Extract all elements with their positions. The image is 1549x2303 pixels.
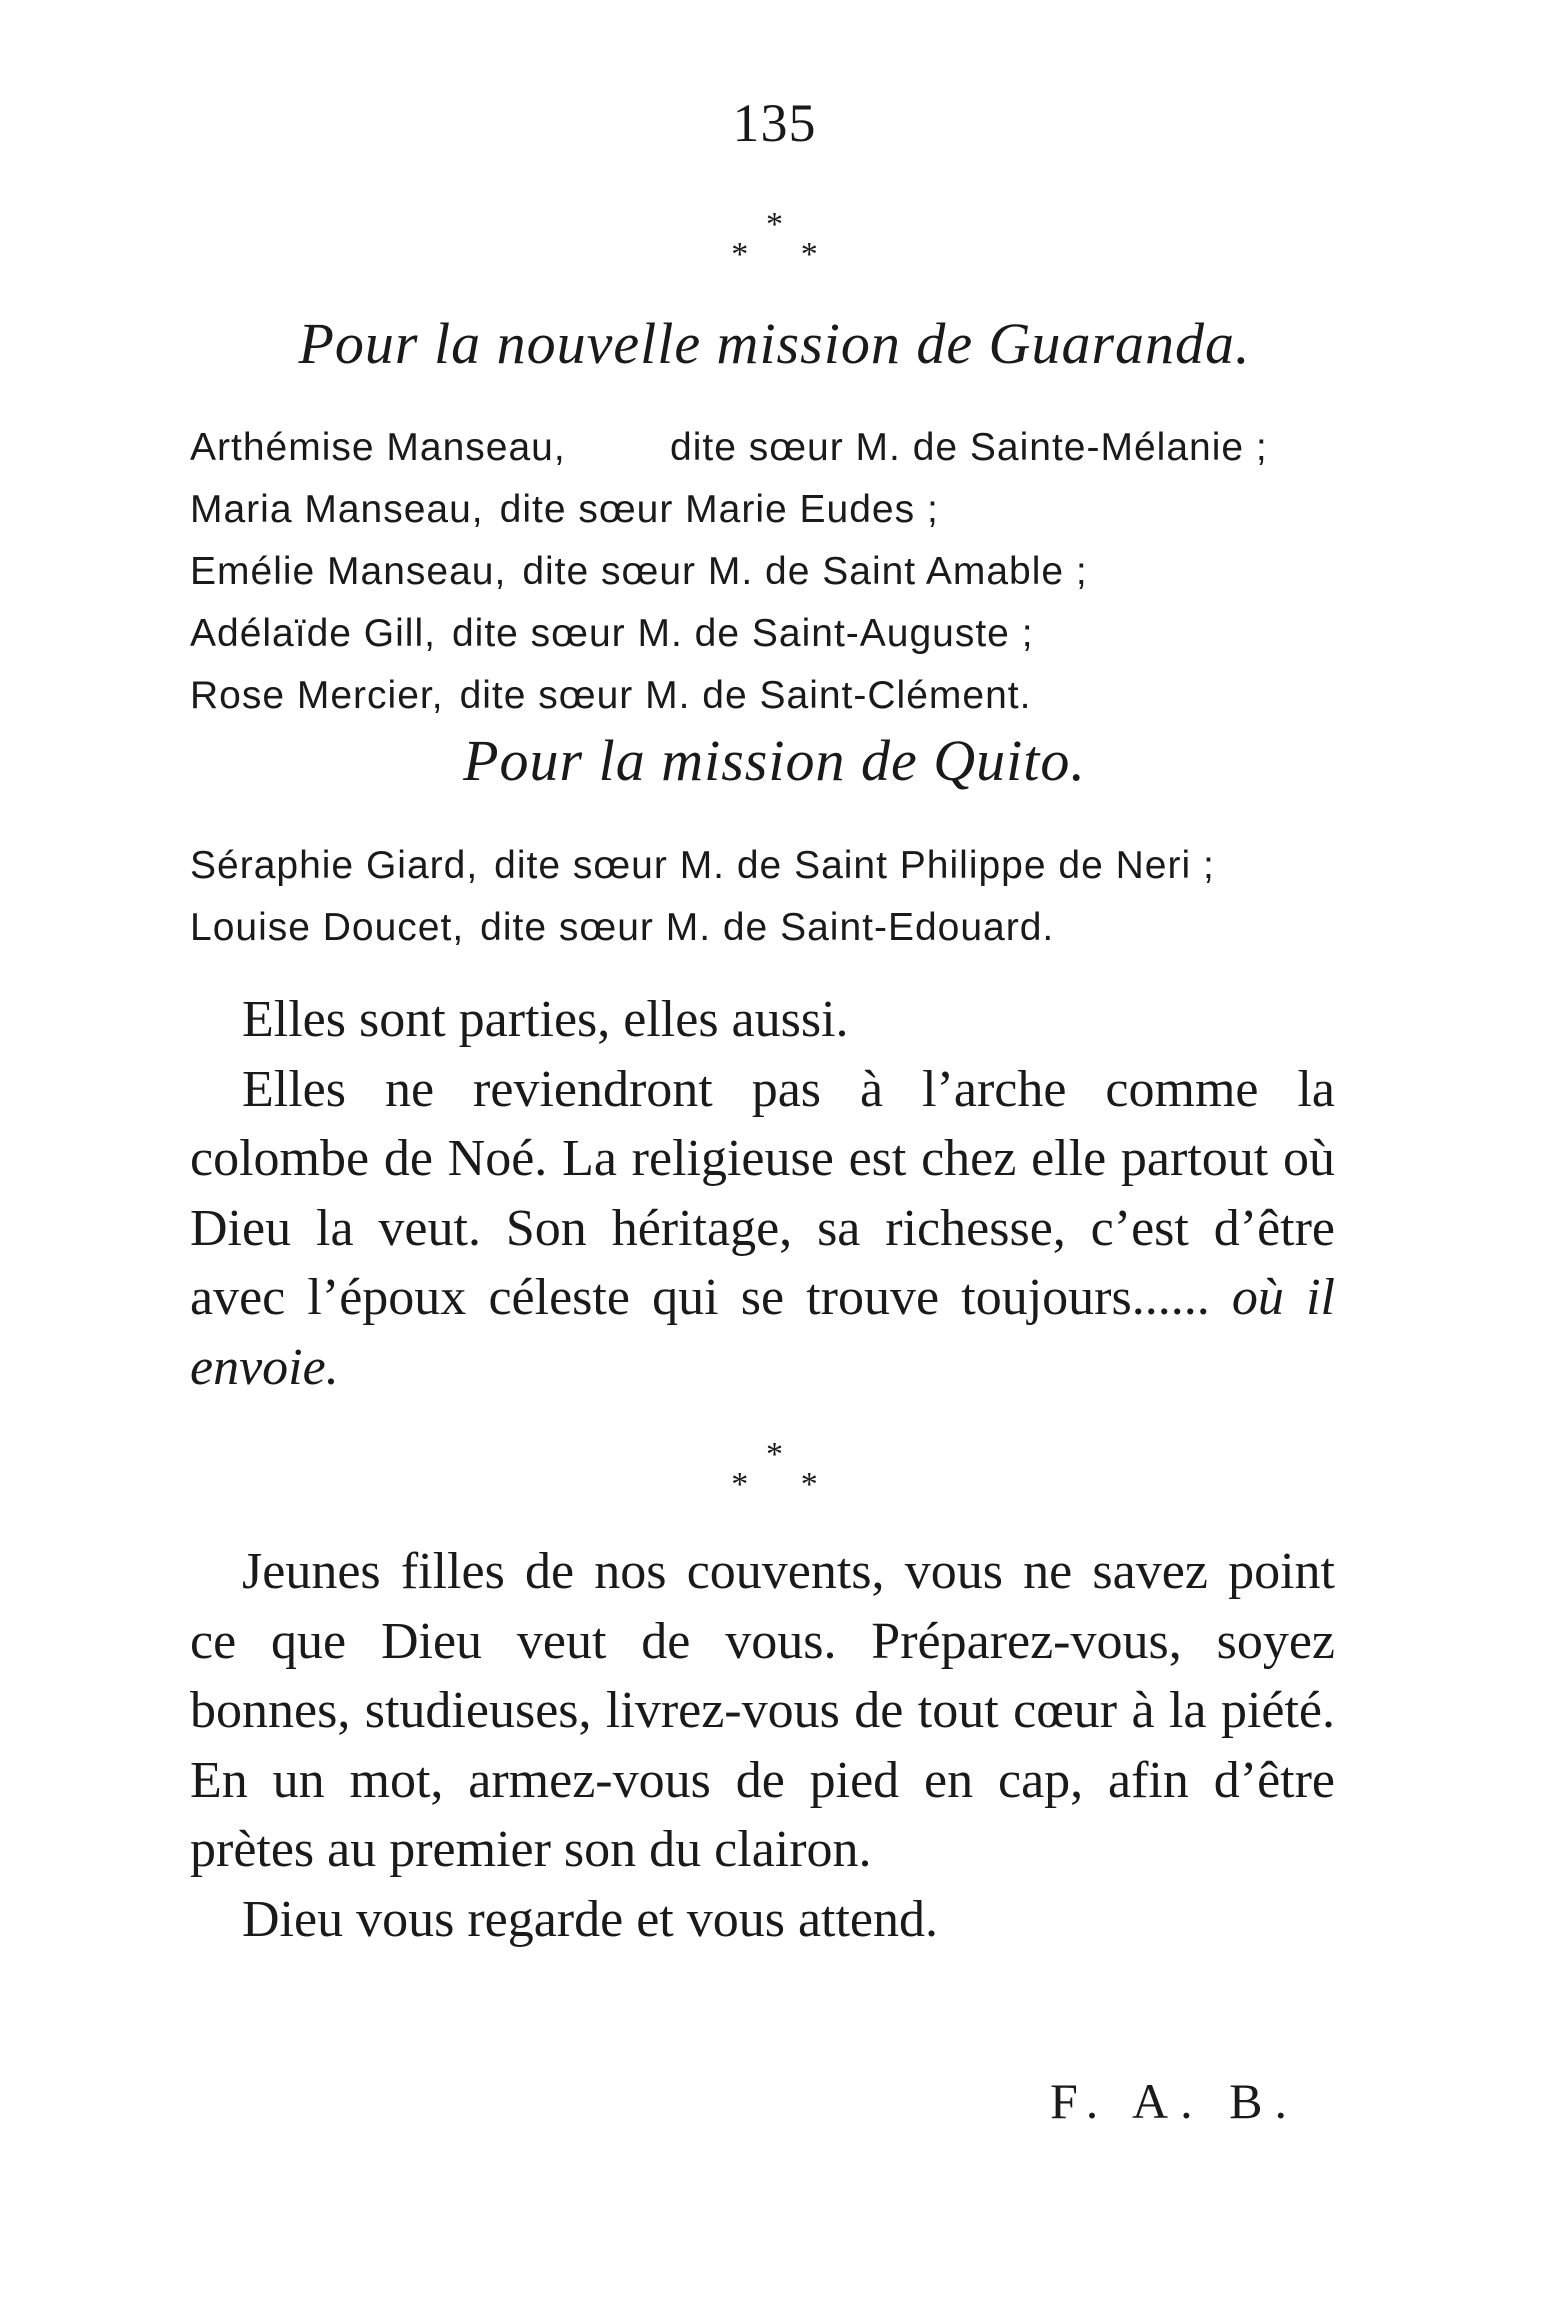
religious-name: dite sœur M. de Saint Amable ; bbox=[522, 550, 1088, 593]
body-text-exhortation bbox=[190, 1537, 1335, 1954]
paragraph-text: Elles ne reviendront pas à l’arche comme la colombe de Noé. La religieuse est chez elle partout où Dieu la veut. Son héritage, sa richesse, c’est d’être avec l’époux céleste qui se trouve toujours...... bbox=[190, 1060, 1335, 1326]
person-name: Emélie Manseau, bbox=[190, 550, 507, 593]
asterism-ornament bbox=[0, 1436, 1549, 1503]
asterism-top-star: * bbox=[766, 1436, 783, 1473]
asterism-ornament bbox=[0, 206, 1549, 273]
religious-name: dite sœur Marie Eudes ; bbox=[499, 488, 939, 531]
paragraph: Elles sont parties, elles aussi. bbox=[242, 991, 849, 1048]
list-item bbox=[190, 417, 1360, 479]
paragraph bbox=[190, 1055, 1335, 1403]
person-name: Rose Mercier, bbox=[190, 674, 444, 717]
religious-name: dite sœur M. de Sainte-Mélanie ; bbox=[670, 426, 1268, 469]
list-item bbox=[190, 603, 1360, 665]
list-item bbox=[190, 479, 1360, 541]
quito-names-list bbox=[190, 835, 1360, 959]
religious-name: dite sœur M. de Saint-Auguste ; bbox=[451, 612, 1034, 655]
person-name: Louise Doucet, bbox=[190, 906, 465, 949]
asterism-top-star: * bbox=[766, 206, 783, 243]
person-name: Maria Manseau, bbox=[190, 488, 484, 531]
person-name: Arthémise Manseau, bbox=[190, 426, 566, 469]
italic-phrase: où il envoie. bbox=[190, 1269, 1335, 1396]
section-heading-guaranda: Pour la nouvelle mission de Guaranda. bbox=[298, 311, 1251, 376]
signature-initials: F. A. B. bbox=[1050, 2073, 1300, 2129]
list-item bbox=[190, 665, 1360, 727]
religious-name: dite sœur M. de Saint-Clément. bbox=[459, 674, 1032, 717]
list-item bbox=[190, 835, 1360, 897]
list-item bbox=[190, 897, 1360, 959]
guaranda-names-list bbox=[190, 417, 1360, 727]
religious-name: dite sœur M. de Saint Philippe de Neri ; bbox=[494, 844, 1215, 887]
page-number: 135 bbox=[732, 93, 817, 153]
asterism-bottom-stars: * * bbox=[731, 236, 840, 273]
asterism-bottom-stars: * * bbox=[731, 1466, 840, 1503]
person-name: Adélaïde Gill, bbox=[190, 612, 436, 655]
paragraph: Dieu vous regarde et vous attend. bbox=[242, 1890, 939, 1948]
religious-name: dite sœur M. de Saint-Edouard. bbox=[480, 906, 1055, 949]
paragraph: Jeunes filles de nos couvents, vous ne savez point ce que Dieu veut de vous. Préparez-vous, soyez bonnes, studieuses, livrez-vous de tout cœur à la piété. En un mot, armez-vous de pied en cap, afin d’être prètes au premier son du clairon. bbox=[190, 1543, 1335, 1878]
list-item bbox=[190, 541, 1360, 603]
section-heading-quito: Pour la mission de Quito. bbox=[463, 728, 1086, 793]
body-text-departure bbox=[190, 985, 1335, 1402]
person-name: Séraphie Giard, bbox=[190, 844, 479, 887]
